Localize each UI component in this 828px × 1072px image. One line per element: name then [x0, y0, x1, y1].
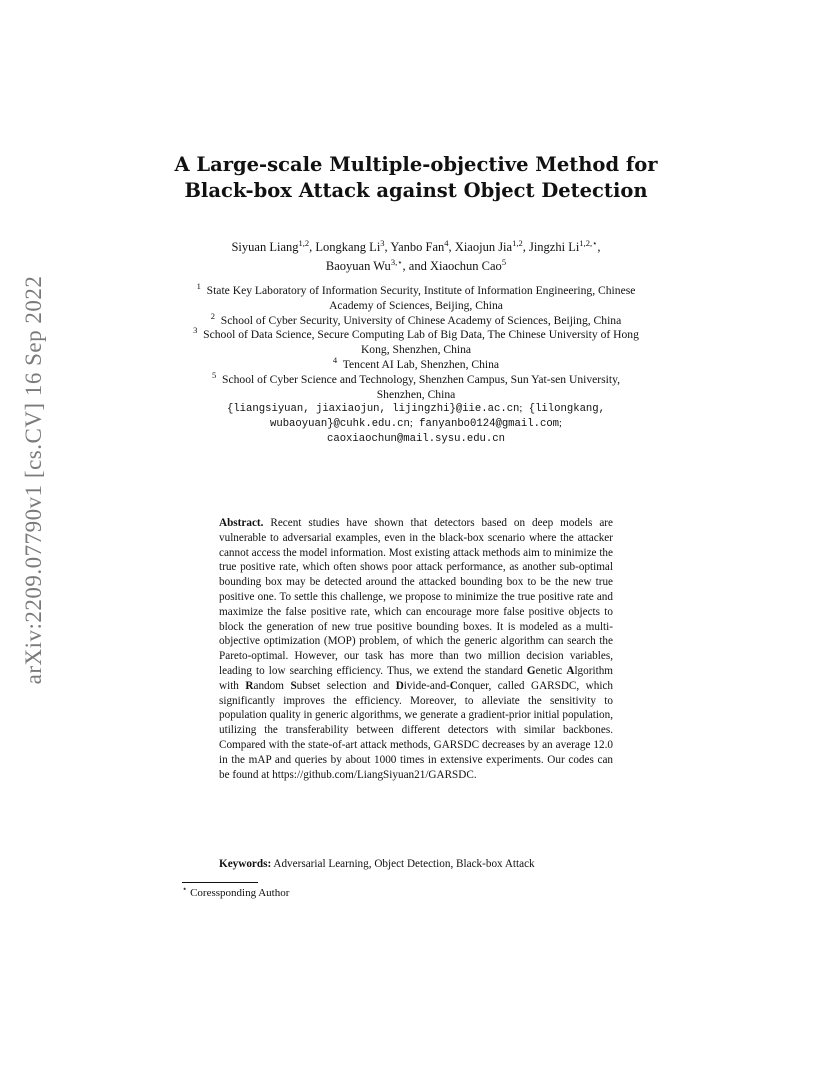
footnote-rule [182, 882, 258, 883]
title-line-2: Black-box Attack against Object Detection [184, 179, 648, 202]
affiliation-4: $^4$ Tencent AI Lab, Shenzhen, China [332, 355, 500, 371]
affiliation-3: $^3$ School of Data Science, Secure Computing Lab of Big Data, The Chinese University of Hong Kong, Shenzhen, China [193, 325, 639, 357]
email-group-cuhk-b: wubaoyuan}@cuhk.edu.cn [269, 418, 410, 431]
author-3: Yanbo Fan$^4$, [390, 237, 455, 254]
keywords-label: Keywords: [219, 858, 272, 870]
affiliation-1: $^1$ State Key Laboratory of Information Security, Institute of Information Engineering, Chinese Academy of Sciences, Beijing, China [196, 281, 636, 312]
author-6: Baoyuan $Wu^{3,⋆}$, and [325, 256, 430, 273]
author-emails: {liangsiyuan, jiaxiaojun, lijingzhi}@iie.ac.cn; {lilongkang, wubaoyuan}@cuhk.edu.cn; fanyanbo0124@gmail.com; caoxiaochun@mail.sysu.edu.cn [226, 403, 606, 445]
author-7: Xiaochun Cao$^5$ [429, 256, 507, 273]
title-line-1: A Large-scale Multiple-objective Method for [174, 153, 658, 176]
affiliation-5: $^5$ School of Cyber Science and Technology, Shenzhen Campus, Sun Yat-sen University, Shenzhen, China [211, 369, 621, 401]
footnote: ⋆ Coressponding Author [182, 883, 290, 899]
author-5: Jingzhi $Li^{1,2,⋆}$, [528, 237, 601, 254]
arxiv-identifier: arXiv:2209.07790v1 [cs.CV] 16 Sep 2022 [21, 275, 46, 685]
affiliations [190, 281, 642, 447]
paper-title [120, 152, 712, 204]
email-group-cuhk-a: {lilongkang, [528, 403, 606, 416]
email-sysu: caoxiaochun@mail.sysu.edu.cn [326, 432, 505, 445]
email-gmail: fanyanbo0124@gmail.com [419, 418, 560, 431]
keywords: Keywords: Adversarial Learning, Object Detection, Black-box Attack [219, 858, 535, 870]
author-4: Xiaojun Jia$^{1,2}$, [454, 237, 529, 254]
email-group-iie: {liangsiyuan, jiaxiaojun, lijingzhi}@iie.ac.cn [226, 403, 520, 416]
author-list [150, 238, 682, 276]
abstract-label: Abstract. [219, 517, 264, 529]
author-1: Siyuan Liang$^{1,2}$, [231, 237, 316, 254]
affiliation-2: $^2$ School of Cyber Security, University of Chinese Academy of Sciences, Beijing, China [210, 310, 622, 327]
author-2: Longkang Li$^3$, [315, 237, 391, 254]
abstract: Abstract. Recent studies have shown that detectors based on deep models are vulnerable to adversarial examples, even in the black-box scenario where the attacker cannot access the model information. Most existing attack methods aim to minimize the true positive rate, which often shows poor attack performance, as another sub-optimal bounding box may be detected around the attacked bounding box to be the new true positive one. To settle this challenge, we propose to minimize the true positive rate and maximize the false positive rate, which can encourage more false positive objects to block the generation of new true positive bounding boxes. It is modeled as a multi-objective optimization (MOP) problem, of which the generic algorithm can search the Pareto-optimal. However, our task has more than two million decision variables, leading to low searching efficiency. Thus, we extend the standard Genetic Algorithm with Random Subset selection and Divide-and-Conquer, called GARSDC, which significantly improves the efficiency. Moreover, to alleviate the sensitivity to population quality in generic algorithms, we generate a gradient-prior initial population, utilizing the transferability between different detectors with similar backbones. Compared with the state-of-art attack methods, GARSDC decreases by an average 12.0 in the mAP and queries by about 1000 times in extensive experiments. Our codes can be found at https://github.com/LiangSiyuan21/GARSDC. [219, 517, 614, 781]
